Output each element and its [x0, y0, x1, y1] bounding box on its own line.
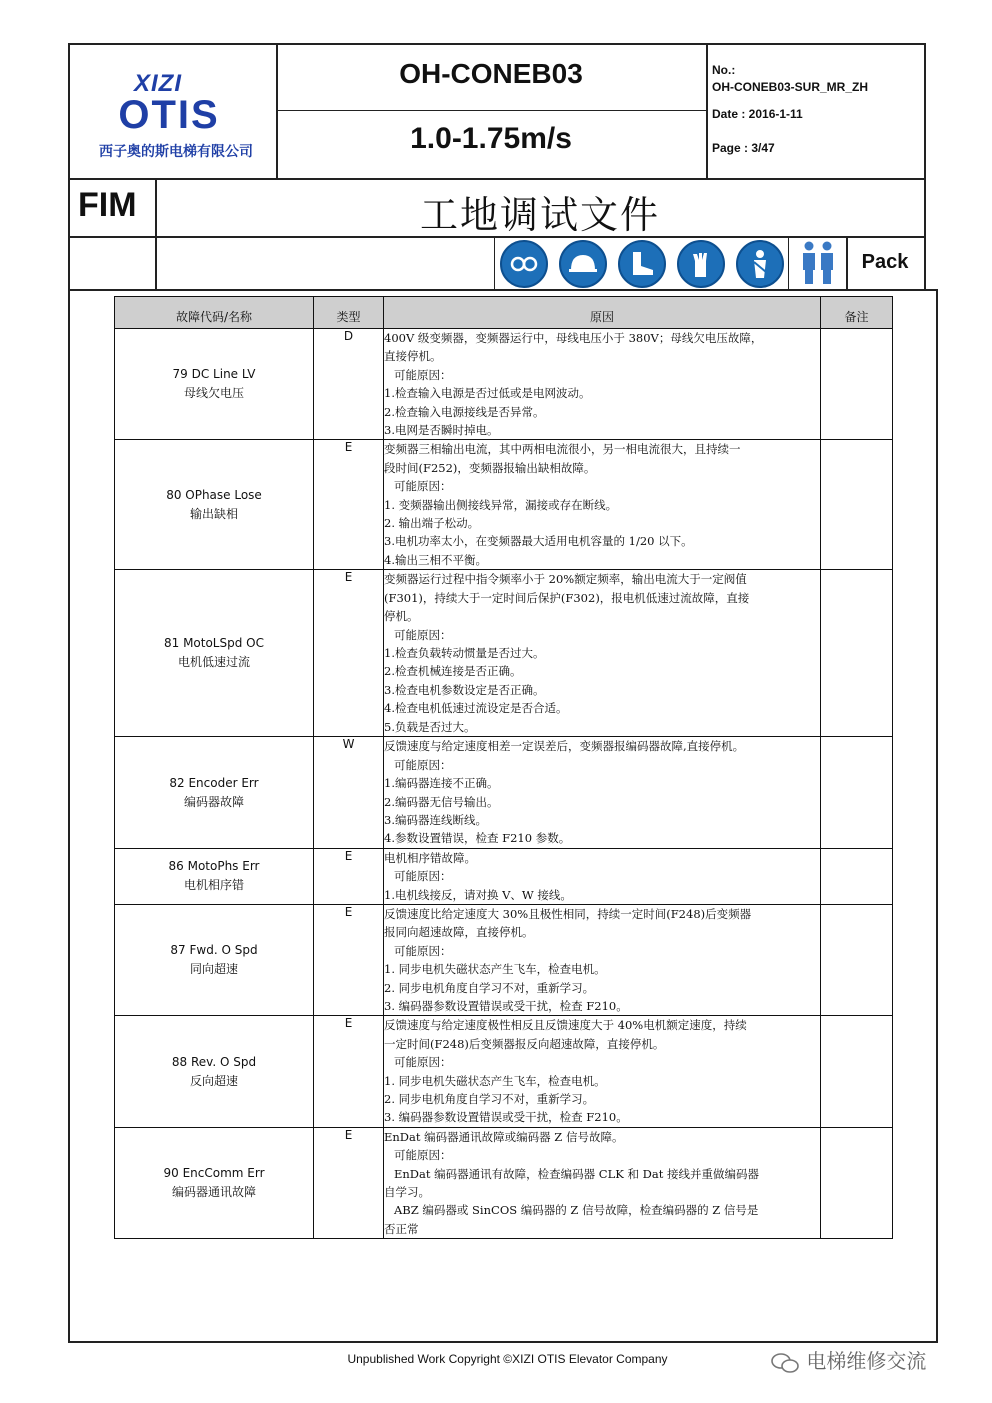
table-row: [115, 848, 893, 904]
cause-line: 段时间(F252)，变频器报输出缺相故障。: [384, 460, 596, 475]
fim-label: FIM: [78, 186, 137, 224]
header-code: 故障代码/名称: [115, 297, 314, 329]
fault-code: 80 OPhase Lose: [166, 487, 262, 502]
header-col-2: [706, 43, 708, 178]
table-row: [115, 440, 893, 570]
fault-note: [821, 1127, 893, 1238]
cause-line: 可能原因：: [394, 1055, 452, 1070]
fault-code: 88 Rev. O Spd: [171, 1054, 257, 1069]
cause-line: 可能原因：: [394, 367, 452, 382]
cause-line: 报同向超速故障，直接停机。: [384, 925, 534, 940]
fault-code: 79 DC Line LV: [172, 367, 256, 382]
header-border-top: [68, 43, 926, 45]
fault-note: [821, 570, 893, 737]
company-name: 西子奥的斯电梯有限公司: [99, 144, 253, 160]
cause-line: 2. 同步电机角度自学习不对，重新学习。: [384, 980, 595, 995]
fault-type: E: [314, 904, 384, 1015]
cause-line: 1. 变频器输出侧接线异常，漏接或存在断线。: [384, 497, 618, 512]
fault-name: 同向超速: [189, 962, 238, 977]
harness-icon: [736, 240, 784, 288]
doc-code: OH-CONEB03: [399, 58, 583, 89]
cause-line: EnDat 编码器通讯故障或编码器 Z 信号故障。: [384, 1129, 624, 1144]
header-border-right: [924, 43, 926, 291]
doc-page: Page : 3/47: [712, 141, 775, 155]
cause-line: 可能原因：: [394, 757, 452, 772]
table-row: [115, 329, 893, 440]
cause-line: 可能原因：: [394, 479, 452, 494]
cause-line: 2.检查输入电源接线是否异常。: [384, 404, 545, 419]
cause-line: 4.检查电机低速过流设定是否合适。: [384, 701, 568, 716]
cause-line: 1.电机线接反，请对换 V、W 接线。: [384, 887, 572, 902]
cause-line: 4.输出三相不平衡。: [384, 552, 487, 567]
fault-name: 电机低速过流: [177, 655, 250, 670]
table-row: [115, 737, 893, 848]
fault-name: 输出缺相: [189, 506, 238, 521]
header-note: 备注: [821, 297, 893, 329]
cause-line: EnDat 编码器通讯有故障，检查编码器 CLK 和 Dat 接线并重做编码器: [394, 1166, 759, 1181]
pack-divider: [846, 237, 848, 290]
logo-xizi: XIZI: [133, 70, 182, 97]
fault-note: [821, 737, 893, 848]
cause-line: 5.负载是否过大。: [384, 719, 476, 734]
pack-label: Pack: [861, 251, 909, 273]
cause-line: 2. 同步电机角度自学习不对，重新学习。: [384, 1092, 595, 1106]
speed-range: 1.0-1.75m/s: [410, 122, 572, 155]
helmet-icon: [559, 240, 607, 288]
cause-line: ABZ 编码器或 SinCOS 编码器的 Z 信号故障，检查编码器的 Z 信号是: [394, 1203, 759, 1218]
watermark-text: 电梯维修交流: [806, 1349, 927, 1373]
fault-note: [821, 1016, 893, 1127]
cause-line: 3.检查电机参数设定是否正确。: [384, 682, 545, 697]
fault-code: 90 EncComm Err: [163, 1166, 265, 1181]
doc-no-label: No.:: [712, 63, 736, 77]
header-cause: 原因: [384, 297, 821, 329]
fault-code-cell: [115, 904, 314, 1015]
fault-name: 反向超速: [189, 1073, 238, 1088]
fault-code-cell: [115, 329, 314, 440]
fault-code-cell: [115, 848, 314, 904]
fault-name: 电机相序错: [183, 878, 244, 893]
fault-type: E: [314, 440, 384, 570]
copyright-footer: Unpublished Work Copyright ©XIZI OTIS Elevator Company: [347, 1352, 668, 1366]
fault-code: 87 Fwd. O Spd: [170, 943, 258, 958]
cause-line: 直接停机。: [384, 349, 442, 364]
fault-cause: [384, 737, 821, 848]
fault-note: [821, 440, 893, 570]
cause-line: 2.编码器无信号输出。: [384, 794, 499, 809]
fault-cause: [384, 904, 821, 1015]
fault-code: 82 Encoder Err: [169, 775, 259, 790]
fault-code-cell: [115, 1127, 314, 1238]
cause-line: 停机。: [384, 609, 419, 624]
cause-line: 1. 同步电机失磁状态产生飞车，检查电机。: [384, 1073, 606, 1088]
wechat-icon: [770, 1351, 800, 1375]
fault-code-cell: [115, 1016, 314, 1127]
cause-line: 可能原因：: [394, 943, 452, 958]
page-border-bottom: [68, 1341, 938, 1343]
boots-icon: [618, 240, 666, 288]
table-row: [115, 1016, 893, 1127]
table-row: [115, 1127, 893, 1238]
fault-type: W: [314, 737, 384, 848]
fault-cause: [384, 329, 821, 440]
table-header-row: [115, 297, 893, 329]
header-type: 类型: [314, 297, 384, 329]
watermark: [770, 1345, 926, 1375]
header-divider-3: [68, 289, 938, 291]
cause-line: 3. 编码器参数设置错误或受干扰，检查 F210。: [384, 1110, 628, 1125]
cause-line: 4.参数设置错误，检查 F210 参数。: [384, 831, 571, 846]
cause-line: 2.检查机械连接是否正确。: [384, 664, 522, 679]
fault-cause: [384, 848, 821, 904]
fault-cause: [384, 440, 821, 570]
logo-otis: OTIS: [118, 93, 220, 137]
cause-line: 3.电机功率太小，在变频器最大适用电机容量的 1/20 以下。: [384, 534, 693, 549]
cause-line: 1.检查输入电源是否过低或是电网波动。: [384, 386, 591, 401]
fault-code-cell: [115, 570, 314, 737]
cause-line: 400V 级变频器，变频器运行中，母线电压小于 380V；母线欠电压故障，: [384, 331, 763, 345]
cause-line: 1. 同步电机失磁状态产生飞车，检查电机。: [384, 962, 606, 977]
cause-line: 1.检查负载转动惯量是否过大。: [384, 645, 545, 660]
table-row: [115, 904, 893, 1015]
fault-name: 编码器通讯故障: [171, 1185, 256, 1200]
cause-line: 可能原因：: [394, 1148, 452, 1163]
fault-name: 编码器故障: [183, 794, 244, 809]
fault-code-cell: [115, 737, 314, 848]
fault-cause: [384, 570, 821, 737]
doc-date: Date : 2016-1-11: [712, 107, 803, 121]
cause-line: 反馈速度与给定速度相差一定误差后，变频器报编码器故障,直接停机。: [384, 739, 745, 754]
doc-no-value: OH-CONEB03-SUR_MR_ZH: [712, 80, 869, 94]
people-icon: [796, 240, 840, 286]
fault-type: E: [314, 1127, 384, 1238]
cause-line: 否正常: [384, 1221, 419, 1236]
cause-line: 可能原因：: [394, 627, 452, 642]
cause-line: 1.编码器连接不正确。: [384, 776, 499, 791]
fault-table: [114, 296, 893, 1239]
fault-note: [821, 329, 893, 440]
cause-line: 2. 输出端子松动。: [384, 516, 480, 531]
cause-line: 自学习。: [384, 1185, 430, 1200]
fault-code: 81 MotoLSpd OC: [163, 636, 264, 651]
icons-divider-2: [788, 237, 789, 290]
fault-type: E: [314, 1016, 384, 1127]
header-row-split: [277, 110, 706, 111]
page-border-right: [936, 291, 938, 1343]
cause-line: 3.编码器连线断线。: [384, 812, 487, 827]
table-row: [115, 570, 893, 737]
gloves-icon: [677, 240, 725, 288]
goggles-icon: [500, 240, 548, 288]
cause-line: 一定时间(F248)后变频器报反向超速故障，直接停机。: [384, 1036, 665, 1051]
cause-line: (F301)，持续大于一定时间后保护(F302)，报电机低速过流故障，直接: [384, 590, 750, 605]
fault-type: E: [314, 570, 384, 737]
header-divider-1: [68, 178, 926, 180]
page-border-left: [68, 43, 70, 1343]
fault-cause: [384, 1016, 821, 1127]
fault-name: 母线欠电压: [183, 386, 244, 401]
icons-divider: [494, 237, 495, 290]
fim-divider: [155, 180, 157, 290]
fault-code: 86 MotoPhs Err: [168, 859, 260, 874]
cause-line: 反馈速度比给定速度大 30%且极性相同，持续一定时间(F248)后变频器: [384, 906, 752, 921]
cause-line: 变频器运行过程中指令频率小于 20%额定频率，输出电流大于一定阀值: [384, 572, 747, 587]
cause-line: 变频器三相输出电流，其中两相电流很小，另一相电流很大，且持续一: [384, 442, 741, 457]
cause-line: 3. 编码器参数设置错误或受干扰，检查 F210。: [384, 998, 628, 1013]
cause-line: 3.电网是否瞬时掉电。: [384, 423, 499, 438]
cause-line: 电机相序错故障。: [384, 850, 476, 865]
fault-type: D: [314, 329, 384, 440]
document-title: 工地调试文件: [419, 193, 660, 237]
fault-type: E: [314, 848, 384, 904]
fault-cause: [384, 1127, 821, 1238]
cause-line: 反馈速度与给定速度极性相反且反馈速度大于 40%电机额定速度，持续: [384, 1018, 747, 1033]
fault-code-cell: [115, 440, 314, 570]
fault-note: [821, 904, 893, 1015]
fault-note: [821, 848, 893, 904]
cause-line: 可能原因：: [394, 869, 452, 884]
